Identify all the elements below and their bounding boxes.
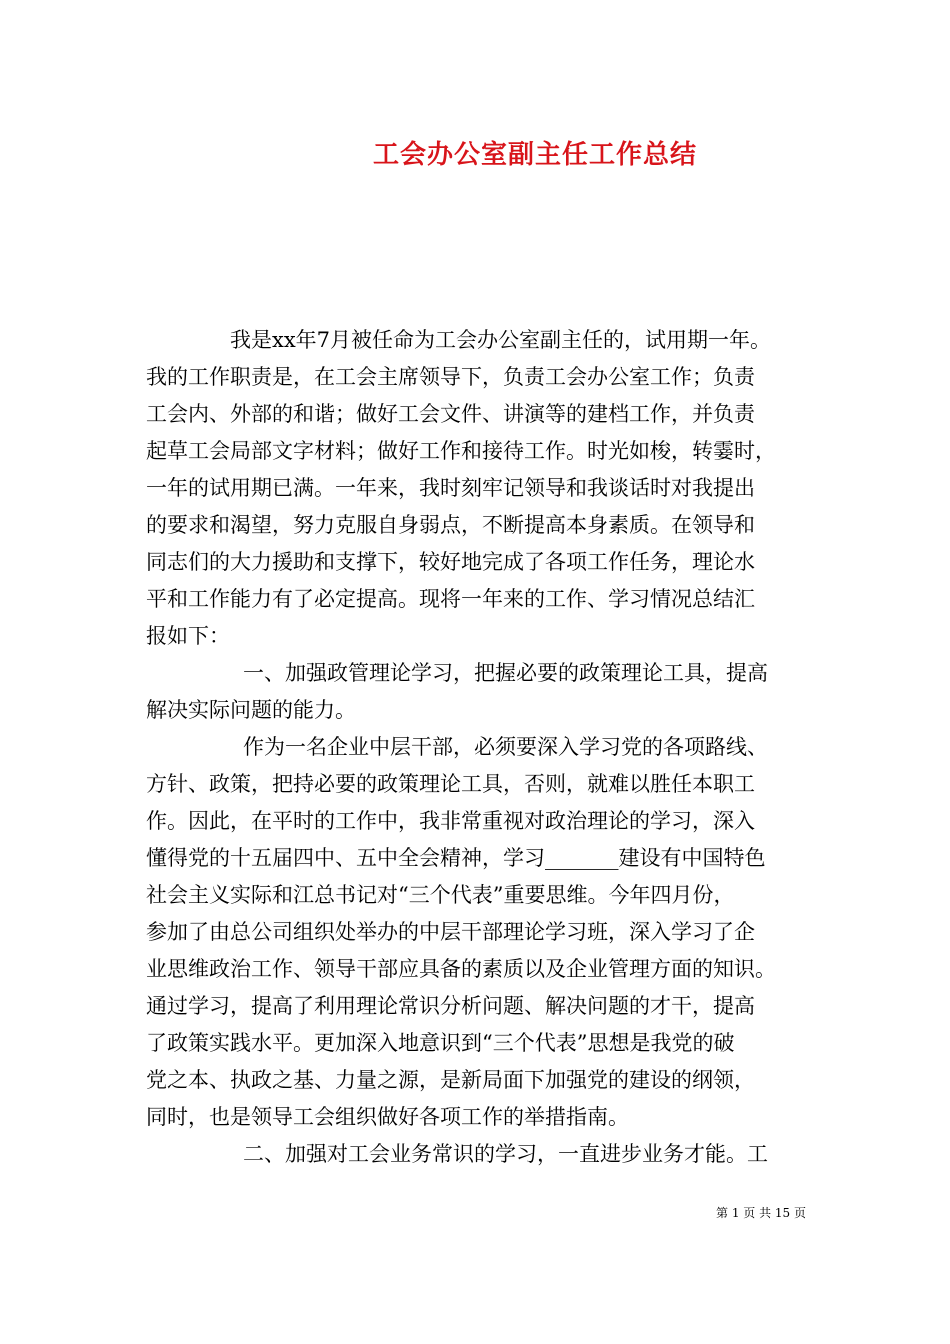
paragraph-line: 平和工作能力有了必定提高。现将一年来的工作、学习情况总结汇 — [146, 587, 755, 611]
section-heading-line: 一、加强政管理论学习，把握必要的政策理论工具，提高 — [243, 661, 768, 685]
paragraph-line: 通过学习，提高了利用理论常识分析问题、解决问题的才干，提高 — [146, 994, 755, 1018]
section-heading-line: 解决实际问题的能力。 — [146, 698, 356, 722]
paragraph-line: 社会主义实际和江总书记对“三个代表”重要思维。今年四月份， — [146, 883, 735, 907]
paragraph-line: 起草工会局部文字材料；做好工作和接待工作。时光如梭，转霎时， — [146, 439, 776, 463]
paragraph-line: 报如下： — [146, 624, 230, 648]
document-body — [146, 322, 822, 1173]
paragraph-line: 业思维政治工作、领导干部应具备的素质以及企业管理方面的知识。 — [146, 957, 776, 981]
paragraph-line: 同时，也是领导工会组织做好各项工作的举措指南。 — [146, 1105, 629, 1129]
paragraph-line: 参加了由总公司组织处举办的中层干部理论学习班，深入学习了企 — [146, 920, 755, 944]
paragraph-line: 作为一名企业中层干部，必须要深入学习党的各项路线、 — [243, 735, 768, 759]
paragraph-line: 工会内、外部的和谐；做好工会文件、讲演等的建档工作，并负责 — [146, 402, 755, 426]
paragraph-line: 作。因此，在平时的工作中，我非常重视对政治理论的学习，深入 — [146, 809, 755, 833]
page-number-footer: 第 1 页 共 15 页 — [716, 1206, 806, 1220]
paragraph-line: 的要求和渴望，努力克服自身弱点，不断提高本身素质。在领导和 — [146, 513, 755, 537]
section-heading-line: 二、加强对工会业务常识的学习，一直进步业务才能。工 — [243, 1142, 768, 1166]
document-title: 工会办公室副主任工作总结 — [372, 140, 697, 170]
paragraph-line: 懂得党的十五届四中、五中全会精神，学习_______建设有中国特色 — [146, 846, 766, 870]
paragraph-line: 我是xx年7月被任命为工会办公室副主任的，试用期一年。 — [230, 328, 772, 352]
paragraph-line: 方针、政策，把持必要的政策理论工具，否则，就难以胜任本职工 — [146, 772, 755, 796]
paragraph-line: 一年的试用期已满。一年来，我时刻牢记领导和我谈话时对我提出 — [146, 476, 755, 500]
paragraph-line: 我的工作职责是，在工会主席领导下，负责工会办公室工作；负责 — [146, 365, 755, 389]
paragraph-line: 同志们的大力援助和支撑下，较好地完成了各项工作任务，理论水 — [146, 550, 755, 574]
paragraph-line: 了政策实践水平。更加深入地意识到“三个代表”思想是我党的破 — [146, 1031, 735, 1055]
paragraph-line: 党之本、执政之基、力量之源，是新局面下加强党的建设的纲领， — [146, 1068, 755, 1092]
